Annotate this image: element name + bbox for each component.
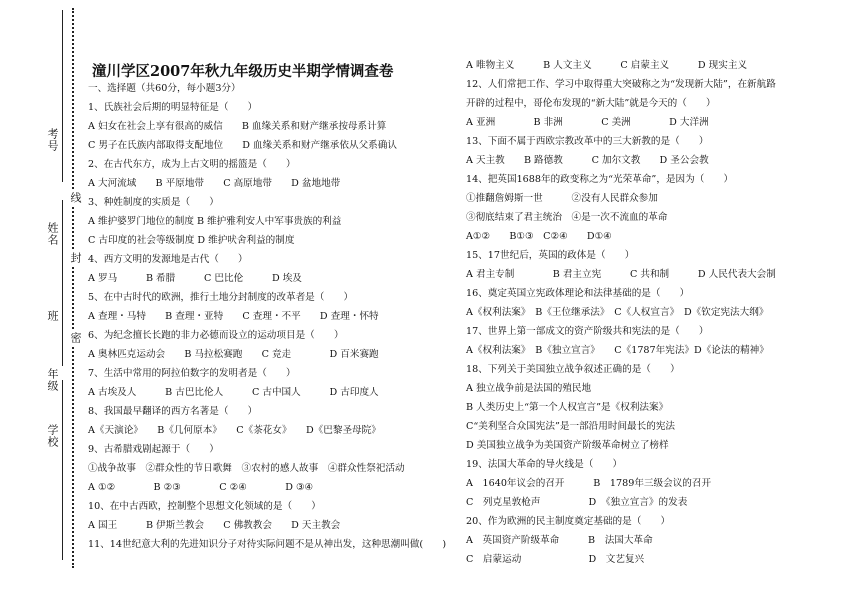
exam-number-label: 考号 [46,128,59,152]
question-9: 9、古希腊戏剧起源于（ ） [88,444,219,455]
question-3-options-ab: A 维护婆罗门地位的制度 B 维护雅利安人中军事贵族的利益 [88,216,342,227]
question-8-options: A《天演论》 B《几何原本》 C《茶花女》 D《巴黎圣母院》 [88,425,381,436]
question-13-options: A 天主教 B 路德教 C 加尔文教 D 圣公会教 [466,155,709,166]
right-column [466,56,776,569]
class-blank [62,296,63,366]
question-12-cont: 开辟的过程中，哥伦布发现的“新大陆”就是今天的（ ） [466,98,716,109]
question-17: 17、世界上第一部成文的资产阶级共和宪法的是（ ） [466,326,709,337]
question-1: 1、氏族社会后期的明显特征是（ ） [88,102,258,113]
question-6: 6、为纪念擅长长跑的非力必德而设立的运动项目是（ ） [88,330,344,341]
question-13: 13、下面不属于西欧宗教改革中的三大新教的是（ ） [466,136,709,147]
question-20: 20、作为欧洲的民主制度奠定基础的是（ ） [466,516,671,527]
question-7: 7、生活中常用的阿拉伯数字的发明者是（ ） [88,368,296,379]
grade-blank [62,380,63,460]
question-19-options-cd: C 列克星敦枪声 D 《独立宣言》的发表 [466,497,688,508]
question-18-option-b: B 人类历史上“第一个人权宣言”是《权利法案》 [466,402,669,413]
exam-title: 潼川学区2007年秋九年级历史半期学情调查卷 [92,63,394,80]
name-blank [62,200,63,296]
seal-seal-mark: 封 [69,252,82,264]
question-9-options: A ①② B ②③ C ②④ D ③④ [88,482,314,493]
question-3: 3、种姓制度的实质是（ ） [88,197,219,208]
question-11: 11、14世纪意大利的先进知识分子对待实际问题不是从神出发，这种思潮叫做( ) [88,539,447,550]
question-16-options: A《权利法案》 B《王位继承法》 C《人权宣言》 D《钦定宪法大纲》 [466,307,769,318]
class-label: 班 [46,310,59,322]
question-4: 4、西方文明的发源地是古代（ ） [88,254,248,265]
question-8: 8、我国最早翻译的西方名著是（ ） [88,406,258,417]
question-2: 2、在古代东方，成为上古文明的摇篮是（ ） [88,159,296,170]
question-6-options: A 奥林匹克运动会 B 马拉松赛跑 C 竞走 D 百米赛跑 [88,349,379,360]
question-19-options-ab: A 1640年议会的召开 B 1789年三级会议的召开 [466,478,712,489]
section-heading: 一、选择题（共60分，每小题3分） [88,83,241,94]
question-1-options-cd: C 男子在氏族内部取得支配地位 D 血缘关系和财产继承依从父系确认 [88,140,397,151]
question-11-options: A 唯物主义 B 人文主义 C 启蒙主义 D 现实主义 [466,60,748,71]
question-16: 16、奠定英国立宪政体理论和法律基础的是（ ） [466,288,690,299]
question-10-options: A 国王 B 伊斯兰教会 C 佛教教会 D 天主教会 [88,520,341,531]
question-14-items-34: ③彻底结束了君主统治 ④是一次不流血的革命 [466,212,668,223]
question-19: 19、法国大革命的导火线是（ ） [466,459,623,470]
question-15: 15、17世纪后，英国的政体是（ ） [466,250,635,261]
question-12: 12、人们常把工作、学习中取得重大突破称之为“发现新大陆”，在新航路 [466,79,776,90]
question-18-option-a: A 独立战争前是法国的殖民地 [466,383,592,394]
question-9-items: ①战争故事 ②群众性的节日歌舞 ③农村的感人故事 ④群众性祭祀活动 [88,463,405,474]
question-10: 10、在中古西欧，控制整个思想文化领域的是（ ） [88,501,321,512]
question-18: 18、下列关于美国独立战争叙述正确的是（ ） [466,364,680,375]
question-17-options: A《权利法案》 B《独立宣言》 C《1787年宪法》D《论法的精神》 [466,345,769,356]
question-7-options: A 古埃及人 B 古巴比伦人 C 古中国人 D 古印度人 [88,387,379,398]
question-5-options: A 查理・马特 B 查理・亚特 C 查理・不平 D 查理・怀特 [88,311,379,322]
question-5: 5、在中古时代的欧洲，推行土地分封制度的改革者是（ ） [88,292,354,303]
question-20-options-ab: A 英国资产阶级革命 B 法国大革命 [466,535,653,546]
question-2-options: A 大河流域 B 平原地带 C 高原地带 D 盆地地带 [88,178,341,189]
question-18-option-d: D 美国独立战争为美国资产阶级革命树立了榜样 [466,440,669,451]
school-label: 学校 [46,424,59,448]
question-14: 14、把英国1688年的政变称之为“光荣革命”，是因为（ ） [466,174,734,185]
question-1-options-ab: A 妇女在社会上享有很高的威信 B 血缘关系和财产继承按母系计算 [88,121,387,132]
seal-line-mark: 线 [69,192,82,204]
school-blank [62,458,63,560]
name-label: 姓名 [46,222,59,246]
binding-dotted-line [72,8,74,568]
question-14-options: A①② B①③ C②④ D①④ [466,231,612,242]
seal-secret-mark: 密 [69,332,82,344]
exam-number-blank [62,10,63,182]
question-12-options: A 亚洲 B 非洲 C 美洲 D 大洋洲 [466,117,709,128]
question-3-options-cd: C 古印度的社会等级制度 D 维护吠舍利益的制度 [88,235,295,246]
question-20-options-cd: C 启蒙运动 D 文艺复兴 [466,554,645,565]
grade-label: 年级 [46,368,59,392]
left-column [88,79,446,554]
question-4-options: A 罗马 B 希腊 C 巴比伦 D 埃及 [88,273,302,284]
question-15-options: A 君主专制 B 君主立宪 C 共和制 D 人民代表大会制 [466,269,776,280]
question-18-option-c: C“美利坚合众国宪法”是一部沿用时间最长的宪法 [466,421,676,432]
question-14-items-12: ①推翻詹姆斯一世 ②没有人民群众参加 [466,193,658,204]
